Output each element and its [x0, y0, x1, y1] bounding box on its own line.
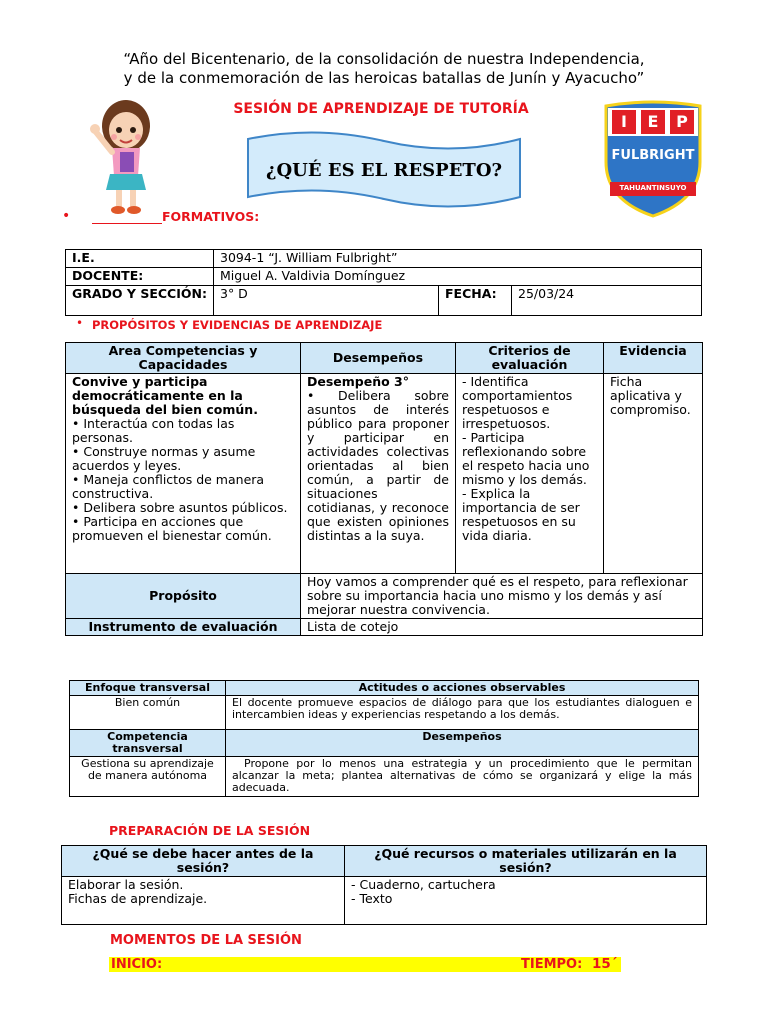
competencia-value: Gestiona su aprendizaje de manera autónoma — [70, 757, 226, 797]
momentos-label: MOMENTOS DE LA SESIÓN — [110, 933, 302, 948]
col-header-area: Area Competencias y Capacidades — [66, 343, 301, 374]
grado-value: 3° D — [214, 286, 439, 316]
propositos-bullet: • — [76, 316, 84, 330]
desempeno-title: Desempeño 3° — [307, 374, 410, 389]
antes-cell — [62, 877, 345, 925]
instrumento-text: Lista de cotejo — [301, 619, 703, 636]
antes-item: Fichas de aprendizaje. — [68, 891, 208, 906]
prep-header-recursos: ¿Qué recursos o materiales utilizarán en la sesión? — [345, 846, 707, 877]
logo-letter-e: E — [647, 112, 659, 131]
criterio-item: - Explica la importancia de ser respetuosos en su vida diaria. — [462, 486, 580, 543]
capacidad-item: • Construye normas y asume acuerdos y leyes. — [72, 444, 256, 473]
main-table — [65, 342, 703, 636]
formativos-bullet: • — [62, 208, 71, 224]
col-header-desempenos: Desempeños — [301, 343, 456, 374]
recurso-item: - Cuaderno, cartuchera — [351, 877, 496, 892]
preparacion-label: PREPARACIÓN DE LA SESIÓN — [109, 823, 311, 838]
desempeno-value: Propone por lo menos una estrategia y un procedimiento que le permitan alcanzar la meta; plantea alternativas de cómo se organizará y elige la más adecuada. — [226, 757, 699, 797]
recursos-cell — [345, 877, 707, 925]
recurso-item: - Texto — [351, 891, 393, 906]
instrumento-label: Instrumento de evaluación — [66, 619, 301, 636]
grado-label: GRADO Y SECCIÓN: — [66, 286, 214, 316]
logo-name: FULBRIGHT — [611, 148, 695, 163]
competencias-cell — [66, 374, 301, 574]
fecha-label: FECHA: — [439, 286, 512, 316]
prep-table — [61, 845, 707, 925]
header-line-1: “Año del Bicentenario, de la consolidación de nuestra Independencia, — [123, 50, 645, 68]
criterio-item: - Identifica comportamientos respetuosos e irrespetuosos. — [462, 374, 573, 431]
capacidad-item: • Maneja conflictos de manera constructiva. — [72, 472, 265, 501]
antes-item: Elaborar la sesión. — [68, 877, 184, 892]
ie-label: I.E. — [66, 250, 214, 268]
banner-title: ¿QUÉ ES EL RESPETO? — [265, 160, 503, 181]
actitudes-header: Actitudes o acciones observables — [226, 681, 699, 696]
criterios-cell — [456, 374, 604, 574]
proposito-label: Propósito — [66, 574, 301, 619]
ie-value: 3094-1 “J. William Fulbright” — [214, 250, 702, 268]
enfoque-value: Bien común — [70, 696, 226, 730]
logo-sub: TAHUANTINSUYO — [619, 184, 687, 192]
session-title: SESIÓN DE APRENDIZAJE DE TUTORÍA — [233, 101, 529, 117]
desempenos-header: Desempeños — [226, 730, 699, 757]
formativos-underline — [92, 223, 162, 224]
enfoque-header: Enfoque transversal — [70, 681, 226, 696]
criterio-item: - Participa reflexionando sobre el respeto hacia uno mismo y los demás. — [462, 430, 590, 487]
info-table — [65, 249, 702, 316]
inicio-label: INICIO: — [111, 957, 163, 972]
capacidad-item: • Interactúa con todas las personas. — [72, 416, 235, 445]
prep-header-antes: ¿Qué se debe hacer antes de la sesión? — [62, 846, 345, 877]
capacidad-item: • Delibera sobre asuntos públicos. — [72, 500, 288, 515]
formativos-label: FORMATIVOS: — [162, 209, 260, 224]
competencia-transversal-header: Competencia transversal — [70, 730, 226, 757]
col-header-evidencia: Evidencia — [604, 343, 703, 374]
actitud-value: El docente promueve espacios de diálogo para que los estudiantes dialoguen e intercambien ideas y experiencias respetando a los demás. — [226, 696, 699, 730]
propositos-label: PROPÓSITOS Y EVIDENCIAS DE APRENDIZAJE — [92, 318, 383, 332]
fecha-value: 25/03/24 — [512, 286, 702, 316]
capacidad-item: • Participa en acciones que promueven el bienestar común. — [72, 514, 272, 543]
evidencia-cell: Ficha aplicativa y compromiso. — [604, 374, 703, 574]
docente-label: DOCENTE: — [66, 268, 214, 286]
tiempo-label: TIEMPO: — [521, 957, 583, 972]
tiempo-value: 15´ — [592, 956, 618, 972]
desempeno-cell — [301, 374, 456, 574]
col-header-criterios: Criterios de evaluación — [456, 343, 604, 374]
competencia-title: Convive y participa democráticamente en la búsqueda del bien común. — [72, 374, 258, 417]
desempeno-text: • Delibera sobre asuntos de interés público para proponer y participar en actividades colectivas orientadas al bien común, a partir de situaciones cotidianas, y reconoce que existen opiniones distintas a la suya. — [307, 388, 449, 543]
logo-letter-p: P — [676, 112, 688, 131]
proposito-text: Hoy vamos a comprender qué es el respeto, para reflexionar sobre su importancia hacia uno mismo y los demás y así mejorar nuestra convivencia. — [301, 574, 703, 619]
logo-letter-i: I — [621, 112, 627, 131]
docente-value: Miguel A. Valdivia Domínguez — [214, 268, 702, 286]
header-line-2: y de la conmemoración de las heroicas batallas de Junín y Ayacucho” — [123, 69, 645, 87]
enfoque-table — [69, 680, 699, 797]
